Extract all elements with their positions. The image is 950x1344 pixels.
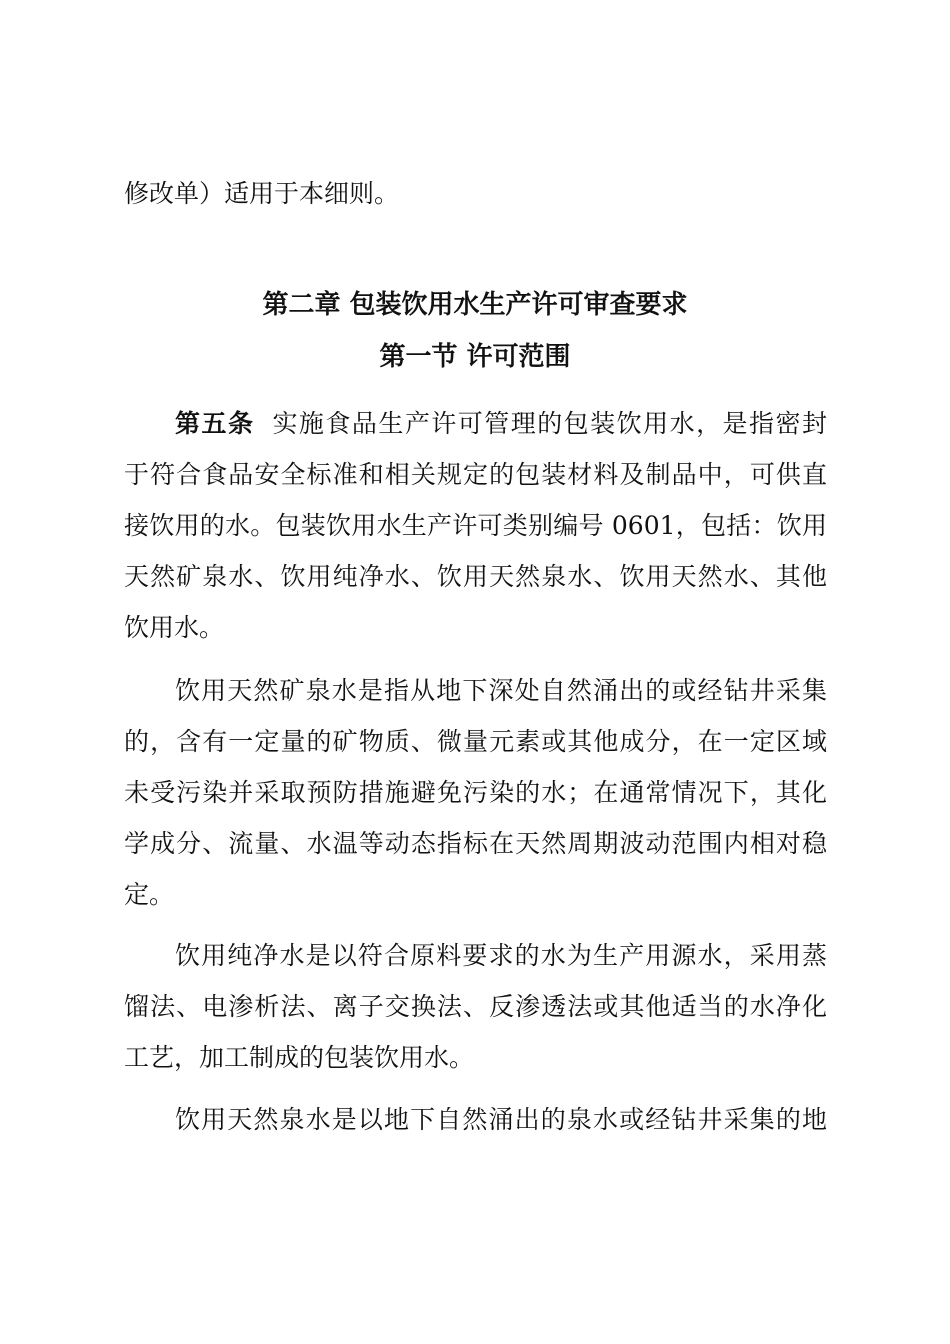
article5-line: 天然矿泉水、饮用纯净水、饮用天然泉水、饮用天然水、其他 [124,562,827,591]
purified-water-line: 工艺，加工制成的包装饮用水。 [124,1043,475,1072]
purified-water-line: 馏法、电渗析法、离子交换法、反渗透法或其他适当的水净化 [124,992,827,1021]
spring-water-line: 饮用天然泉水是以地下自然涌出的泉水或经钻井采集的地 [175,1105,827,1134]
article5-line: 接饮用的水。包装饮用水生产许可类别编号 0601，包括：饮用 [124,511,827,540]
mineral-water-line: 学成分、流量、水温等动态指标在天然周期波动范围内相对稳 [124,829,827,858]
section-title: 第一节 许可范围 [379,342,571,372]
purified-water-line: 饮用纯净水是以符合原料要求的水为生产用源水，采用蒸 [175,941,827,970]
mineral-water-line: 未受污染并采取预防措施避免污染的水；在通常情况下，其化 [124,778,827,807]
mineral-water-line: 的，含有一定量的矿物质、微量元素或其他成分，在一定区域 [124,727,827,756]
article5-first-line [175,408,827,440]
article5-line: 实施食品生产许可管理的包装饮用水，是指密封 [272,409,827,438]
article-label: 第五条 [175,409,255,438]
mineral-water-line: 定。 [124,880,175,909]
mineral-water-line: 饮用天然矿泉水是指从地下深处自然涌出的或经钻井采集 [175,676,827,705]
chapter-title: 第二章 包装饮用水生产许可审查要求 [262,290,688,320]
article5-line: 饮用水。 [124,613,225,642]
article5-line: 于符合食品安全标准和相关规定的包装材料及制品中，可供直 [124,460,827,489]
carryover-text: 修改单）适用于本细则。 [124,179,400,208]
